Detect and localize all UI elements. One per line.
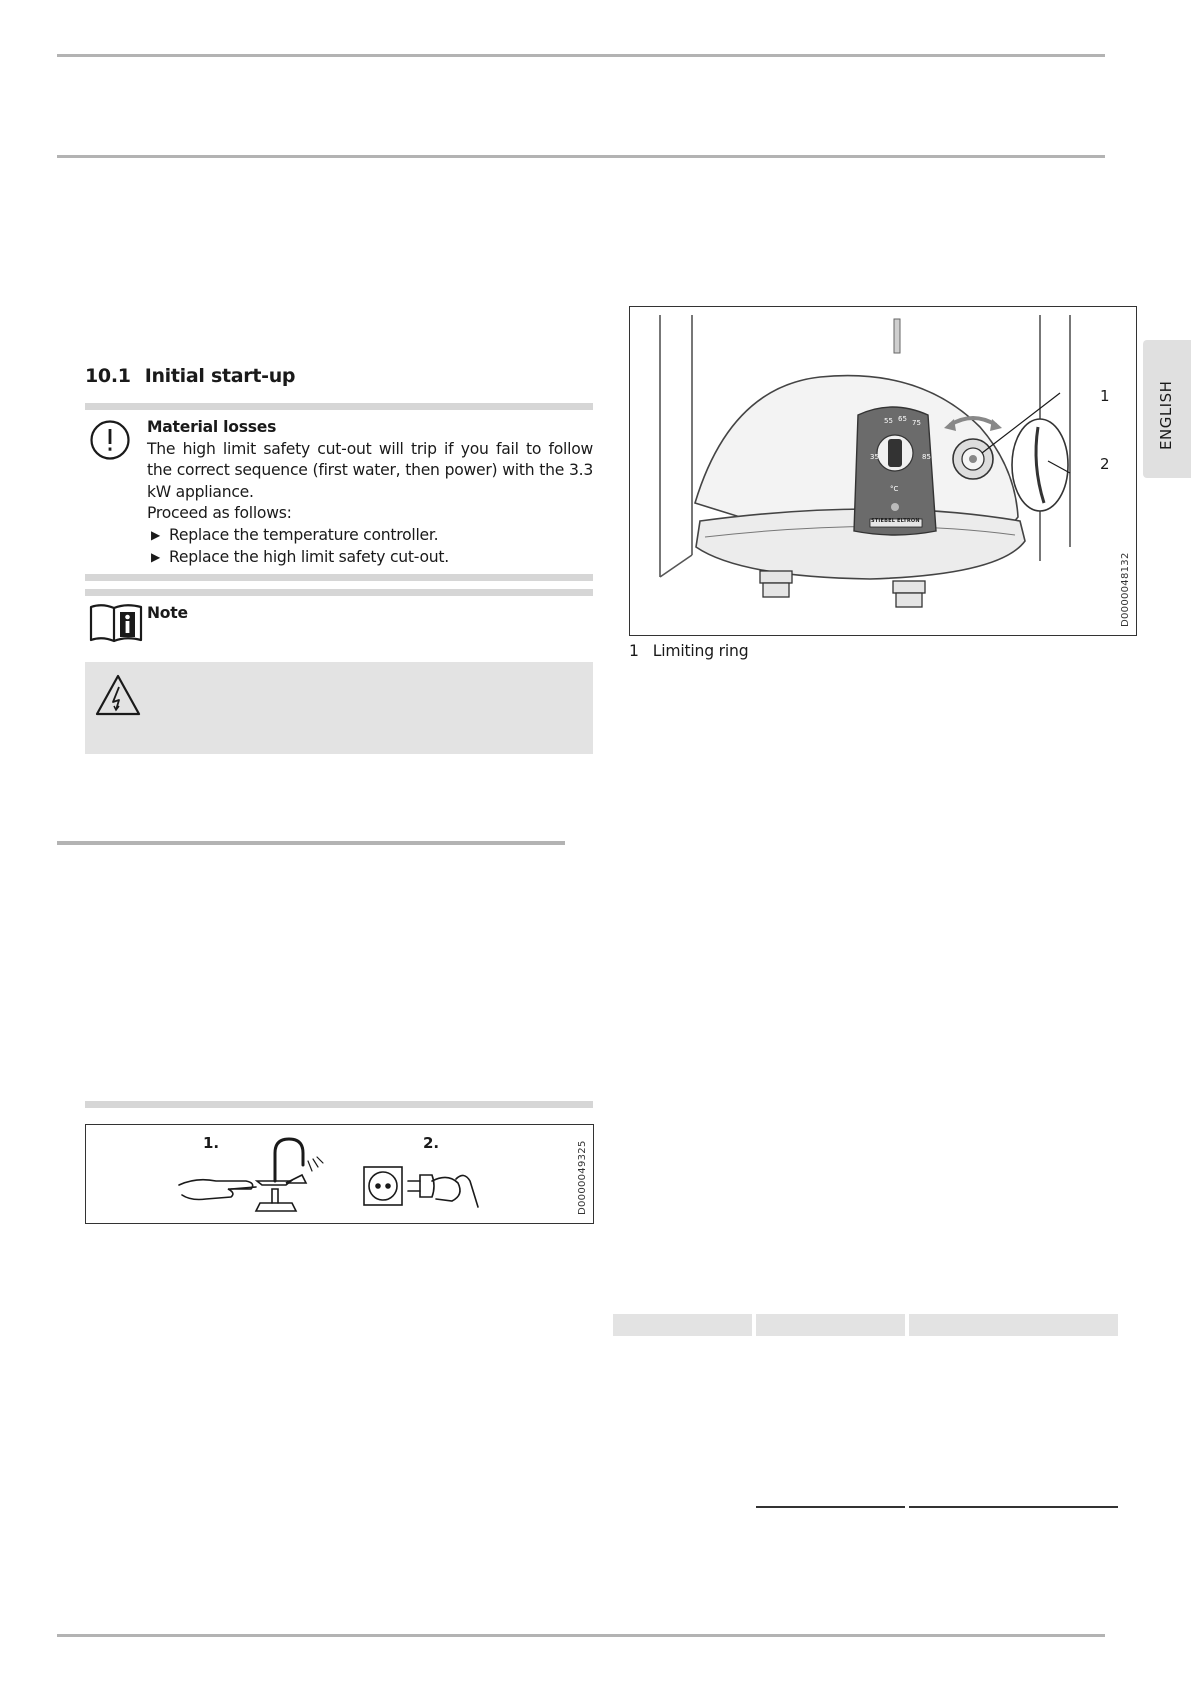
table-header-cell xyxy=(909,1314,1118,1336)
table-bottom-rule xyxy=(756,1506,905,1508)
arrow-right-icon: ▶ xyxy=(151,527,160,542)
header-rule-bottom xyxy=(57,155,1105,158)
appliance-figure xyxy=(629,306,1137,636)
dial-label-3: 65 xyxy=(898,415,907,423)
material-losses-top-bar xyxy=(85,403,593,410)
language-tab-label: ENGLISH xyxy=(1157,380,1175,450)
material-losses-title: Material losses xyxy=(147,418,277,436)
section-heading xyxy=(85,365,295,387)
step-item xyxy=(147,525,593,547)
high-voltage-icon xyxy=(94,673,142,717)
material-losses-block xyxy=(147,417,593,568)
note-title: Note xyxy=(147,604,188,622)
step-one-label: 1. xyxy=(203,1134,220,1152)
step-two-label: 2. xyxy=(423,1134,440,1152)
section-number: 10.1 xyxy=(85,365,131,387)
caption-text: Limiting ring xyxy=(652,642,749,660)
table-header-cell xyxy=(613,1314,752,1336)
brand-label: STIEBEL ELTRON xyxy=(871,518,920,524)
sequence-illustration xyxy=(86,1125,593,1223)
section-rule xyxy=(57,841,565,845)
material-losses-text: The high limit safety cut-out will trip if you fail to follow the correct sequence (first water, then power) with the 3.3 kW appliance. xyxy=(147,439,593,501)
proceed-text: Proceed as follows: xyxy=(147,504,292,523)
step-text: Replace the temperature controller. xyxy=(169,525,439,544)
language-tab[interactable] xyxy=(1143,340,1191,478)
table-bottom-rule xyxy=(909,1506,1118,1508)
sequence-figure xyxy=(85,1124,594,1224)
callout-2: 2 xyxy=(1100,455,1110,473)
dial-label-2: 55 xyxy=(884,417,893,425)
socket-plug-graphic xyxy=(364,1167,478,1207)
faucet-hand-graphic xyxy=(179,1139,323,1211)
caption-number: 1 xyxy=(629,642,639,660)
figure-caption xyxy=(629,642,748,660)
section-title: Initial start-up xyxy=(144,365,296,387)
appliance-doc-id: D0000048132 xyxy=(1120,552,1131,627)
table-header-cell xyxy=(756,1314,905,1336)
step-text: Replace the high limit safety cut-out. xyxy=(169,547,449,566)
material-losses-bottom-bar xyxy=(85,574,593,581)
dial-label-1: 35 xyxy=(870,453,879,461)
dial-label-6: °C xyxy=(890,485,899,493)
dial-label-4: 75 xyxy=(912,419,921,427)
exclamation-icon xyxy=(89,419,131,461)
appliance-illustration xyxy=(630,307,1136,635)
arrow-right-icon: ▶ xyxy=(151,549,160,564)
dial-label-5: 85 xyxy=(922,453,931,461)
header-rule-top xyxy=(57,54,1105,57)
danger-box xyxy=(85,662,593,754)
step-item xyxy=(147,547,593,569)
callout-1: 1 xyxy=(1100,387,1110,405)
sequence-top-bar xyxy=(85,1101,593,1108)
manual-info-icon xyxy=(88,601,144,645)
sequence-doc-id: D0000049325 xyxy=(577,1140,588,1215)
footer-rule xyxy=(57,1634,1105,1637)
note-top-bar xyxy=(85,589,593,596)
